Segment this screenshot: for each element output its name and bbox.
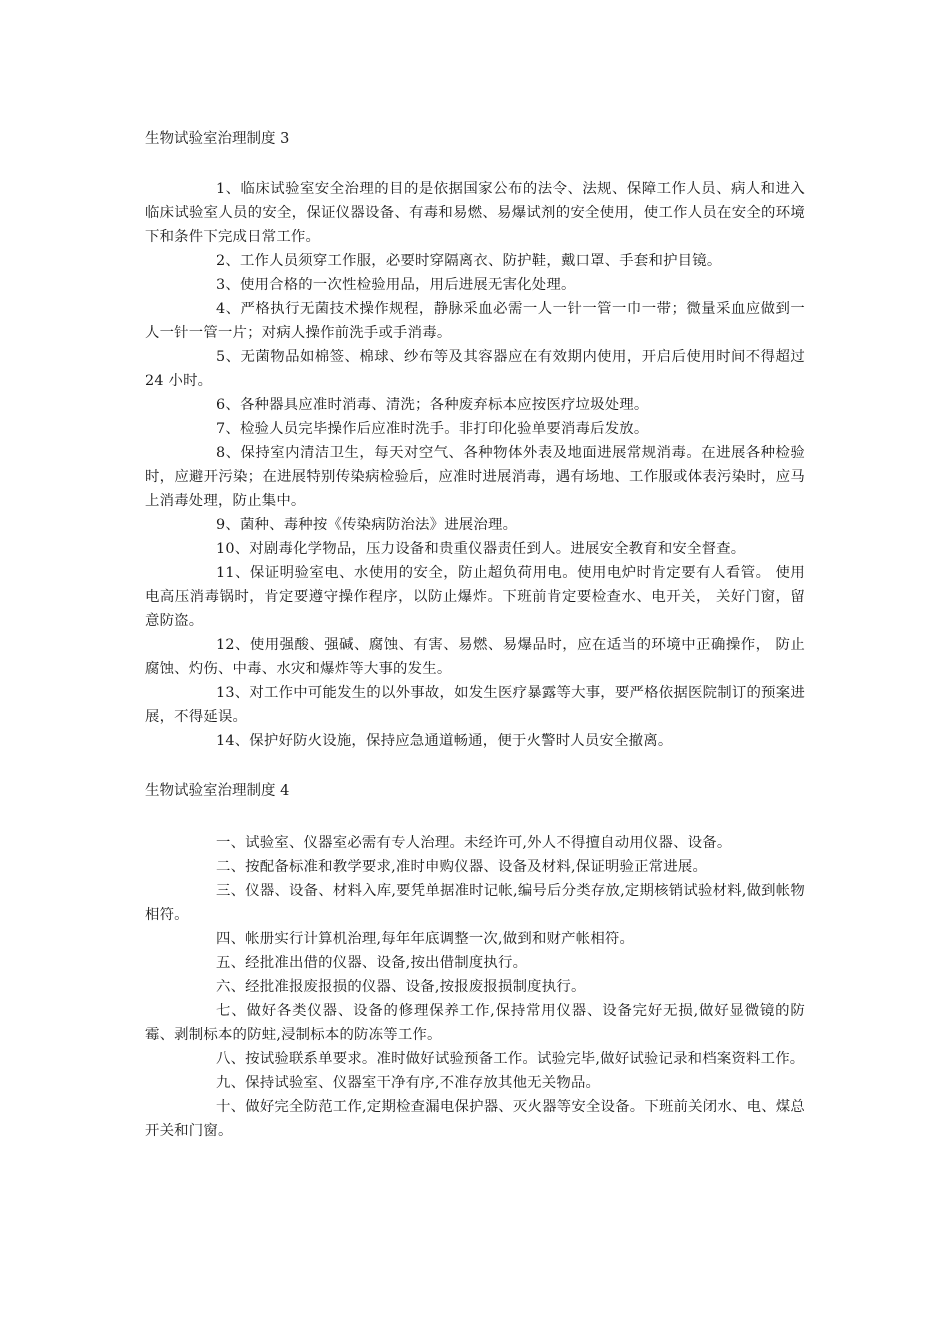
paragraph: 1、临床试验室安全治理的目的是依据国家公布的法令、法规、保障工作人员、病人和进入临床试验室人员的安全，保证仪器设备、有毒和易燃、易爆试剂的安全使用，使工作人员在安全的环境下和条件下完成日常工作。 <box>145 181 805 245</box>
section-title: 生物试验室治理制度 4 <box>145 783 290 799</box>
paragraph: 3、使用合格的一次性检验用品，用后进展无害化处理。 <box>216 277 576 293</box>
paragraph: 八、按试验联系单要求。准时做好试验预备工作。试验完毕,做好试验记录和档案资料工作。 <box>216 1051 805 1067</box>
paragraph: 9、菌种、毒种按《传染病防治法》进展治理。 <box>216 517 518 533</box>
document-page <box>145 127 805 1143</box>
paragraph: 13、对工作中可能发生的以外事故，如发生医疗暴露等大事，要严格依据医院制订的预案进展，不得延误。 <box>145 685 805 725</box>
section-body <box>145 831 805 1143</box>
paragraph: 四、帐册实行计算机治理,每年年底调整一次,做到和财产帐相符。 <box>216 931 635 947</box>
paragraph: 十、做好完全防范工作,定期检查漏电保护器、灭火器等安全设备。下班前关闭水、电、煤总开关和门窗。 <box>145 1099 805 1139</box>
paragraph: 12、使用强酸、强碱、腐蚀、有害、易燃、易爆品时，应在适当的环境中正确操作， 防止腐蚀、灼伤、中毒、水灾和爆炸等大事的发生。 <box>145 637 805 677</box>
paragraph: 5、无菌物品如棉签、棉球、纱布等及其容器应在有效期内使用，开启后使用时间不得超过 24 小时。 <box>145 349 805 389</box>
section-body <box>145 177 805 753</box>
paragraph: 11、保证明验室电、水使用的安全，防止超负荷用电。使用电炉时肯定要有人看管。 使用电高压消毒锅时，肯定要遵守操作程序，以防止爆炸。下班前肯定要检查水、电开关， 关好门窗，留意防盗。 <box>145 565 805 629</box>
paragraph: 4、严格执行无菌技术操作规程，静脉采血必需一人一针一管一巾一带；微量采血应做到一人一针一管一片；对病人操作前洗手或手消毒。 <box>145 301 805 341</box>
paragraph: 6、各种器具应准时消毒、清洗；各种废弃标本应按医疗垃圾处理。 <box>216 397 649 413</box>
paragraph: 8、保持室内清洁卫生，每天对空气、各种物体外表及地面进展常规消毒。在进展各种检验时，应避开污染；在进展特别传染病检验后，应准时进展消毒，遇有场地、工作服或体表污染时，应马上消毒处理，防止集中。 <box>145 445 805 509</box>
paragraph: 三、仪器、设备、材料入库,要凭单据准时记帐,编号后分类存放,定期核销试验材料,做到帐物相符。 <box>145 883 805 923</box>
paragraph: 14、保护好防火设施，保持应急通道畅通，便于火警时人员安全撤离。 <box>216 733 673 749</box>
paragraph: 九、保持试验室、仪器室干净有序,不准存放其他无关物品。 <box>216 1075 601 1091</box>
paragraph: 10、对剧毒化学物品，压力设备和贵重仪器责任到人。进展安全教育和安全督查。 <box>216 541 746 557</box>
paragraph: 2、工作人员须穿工作服，必要时穿隔离衣、防护鞋，戴口罩、手套和护目镜。 <box>216 253 722 269</box>
paragraph: 七、做好各类仪器、设备的修理保养工作,保持常用仪器、设备完好无损,做好显微镜的防霉、剥制标本的防蛀,浸制标本的防冻等工作。 <box>145 1003 805 1043</box>
paragraph: 六、经批准报废报损的仪器、设备,按报废报损制度执行。 <box>216 979 586 995</box>
paragraph: 二、按配备标准和教学要求,准时申购仪器、设备及材料,保证明验正常进展。 <box>216 859 708 875</box>
paragraph: 一、试验室、仪器室必需有专人治理。未经许可,外人不得擅自动用仪器、设备。 <box>216 835 732 851</box>
paragraph: 7、检验人员完毕操作后应准时洗手。非打印化验单要消毒后发放。 <box>216 421 649 437</box>
paragraph: 五、经批准出借的仪器、设备,按出借制度执行。 <box>216 955 528 971</box>
section-title: 生物试验室治理制度 3 <box>145 131 290 147</box>
